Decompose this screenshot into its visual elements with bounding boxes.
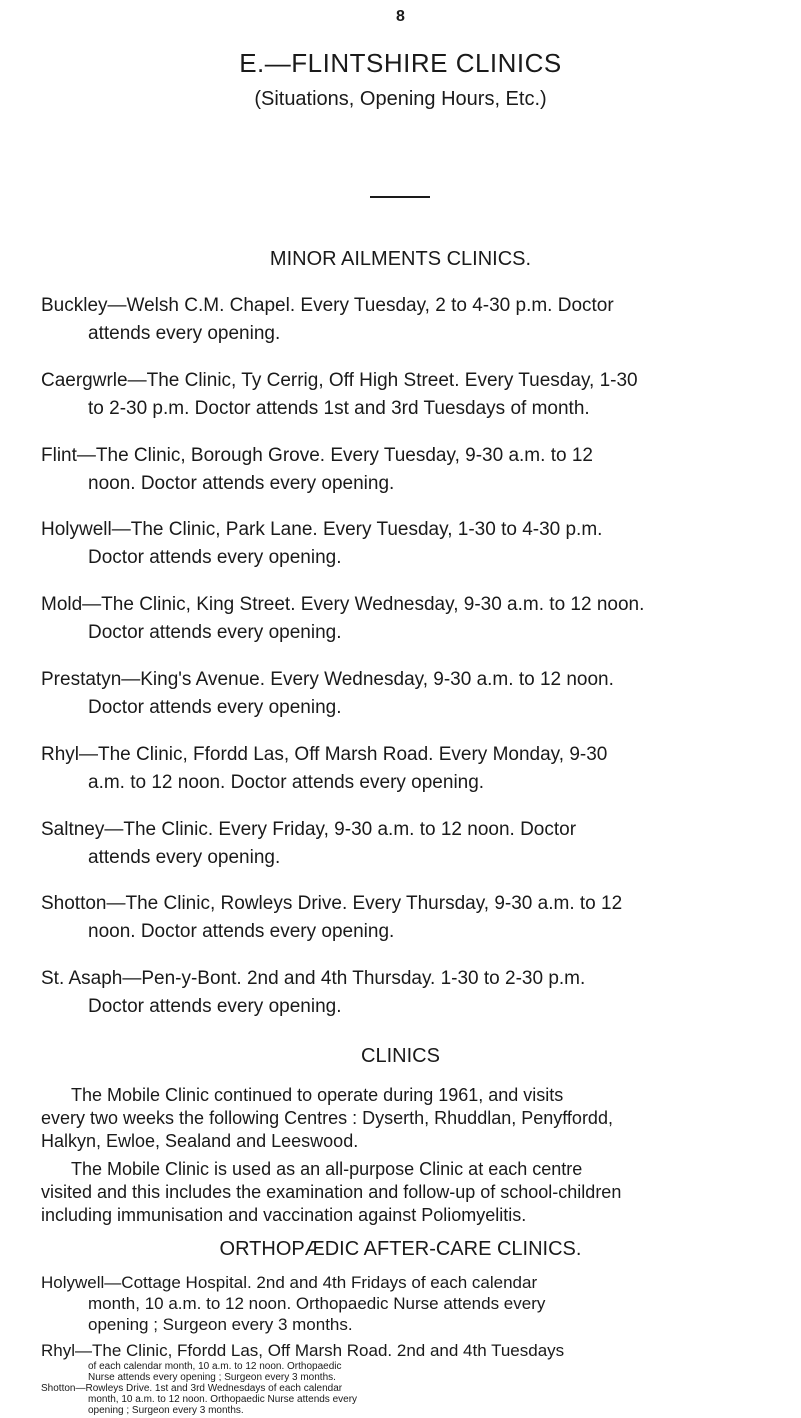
- entry-line: Prestatyn—King's Avenue. Every Wednesday, 9-30 a.m. to 12 noon.: [41, 669, 614, 690]
- entry-line: Flint—The Clinic, Borough Grove. Every Tuesday, 9-30 a.m. to 12: [41, 445, 593, 466]
- entry-line: Saltney—The Clinic. Every Friday, 9-30 a.m. to 12 noon. Doctor: [41, 819, 577, 840]
- entry-line: Doctor attends every opening.: [88, 547, 342, 568]
- entry-line: Mold—The Clinic, King Street. Every Wednesday, 9-30 a.m. to 12 noon.: [41, 594, 645, 615]
- paragraph-line: The Mobile Clinic continued to operate during 1961, and visits: [71, 1085, 564, 1105]
- paragraph-line: including immunisation and vaccination against Poliomyelitis.: [41, 1205, 527, 1225]
- paragraph-line: Halkyn, Ewloe, Sealand and Leeswood.: [41, 1131, 359, 1151]
- divider-rule: [370, 196, 430, 198]
- entry-line: Holywell—Cottage Hospital. 2nd and 4th Fridays of each calendar: [41, 1273, 538, 1292]
- entry-line: of each calendar month, 10 a.m. to 12 noon. Orthopaedic: [88, 1361, 342, 1372]
- entry-line: Rhyl—The Clinic, Ffordd Las, Off Marsh Road. Every Monday, 9-30: [41, 744, 608, 765]
- clinic-entry-rhyl: [41, 741, 786, 797]
- page-subtitle: (Situations, Opening Hours, Etc.): [254, 88, 547, 110]
- entry-line: St. Asaph—Pen-y-Bont. 2nd and 4th Thursday. 1-30 to 2-30 p.m.: [41, 968, 586, 989]
- clinic-entry-caergwrle: [41, 367, 786, 423]
- entry-line: Caergwrle—The Clinic, Ty Cerrig, Off High Street. Every Tuesday, 1-30: [41, 370, 638, 391]
- entry-line: Shotton—Rowleys Drive. 1st and 3rd Wednesdays of each calendar: [41, 1383, 343, 1394]
- orthopaedic-heading: ORTHOPÆDIC AFTER-CARE CLINICS.: [219, 1238, 582, 1260]
- ortho-entry-holywell: [41, 1272, 786, 1335]
- clinic-entry-mold: [41, 591, 786, 647]
- clinic-entry-flint: [41, 442, 786, 498]
- paragraph-line: every two weeks the following Centres : Dyserth, Rhuddlan, Penyffordd,: [41, 1108, 613, 1128]
- mobile-clinic-paragraph-2: [41, 1158, 786, 1227]
- entry-line: Holywell—The Clinic, Park Lane. Every Tuesday, 1-30 to 4-30 p.m.: [41, 519, 603, 540]
- entry-line: Doctor attends every opening.: [88, 996, 342, 1017]
- entry-line: Rhyl—The Clinic, Ffordd Las, Off Marsh Road. 2nd and 4th Tuesdays: [41, 1341, 565, 1360]
- page-number: 8: [396, 8, 405, 25]
- entry-line: opening ; Surgeon every 3 months.: [88, 1405, 244, 1416]
- entry-line: Shotton—The Clinic, Rowleys Drive. Every Thursday, 9-30 a.m. to 12: [41, 893, 623, 914]
- entry-line: noon. Doctor attends every opening.: [88, 473, 395, 494]
- entry-line: Doctor attends every opening.: [88, 622, 342, 643]
- clinic-entry-prestatyn: [41, 666, 786, 722]
- clinics-heading: CLINICS: [361, 1045, 440, 1067]
- entry-line: Buckley—Welsh C.M. Chapel. Every Tuesday, 2 to 4-30 p.m. Doctor: [41, 295, 614, 316]
- clinic-entry-st-asaph: [41, 965, 786, 1021]
- mobile-clinic-paragraph-1: [41, 1084, 786, 1153]
- clinic-entry-buckley: [41, 292, 786, 348]
- entry-line: Doctor attends every opening.: [88, 697, 342, 718]
- entry-line: month, 10 a.m. to 12 noon. Orthopaedic Nurse attends every: [88, 1394, 358, 1405]
- clinic-entry-shotton: [41, 890, 786, 946]
- entry-line: opening ; Surgeon every 3 months.: [88, 1315, 353, 1334]
- entry-line: Nurse attends every opening ; Surgeon every 3 months.: [88, 1372, 336, 1383]
- paragraph-line: The Mobile Clinic is used as an all-purpose Clinic at each centre: [71, 1159, 583, 1179]
- entry-line: to 2-30 p.m. Doctor attends 1st and 3rd Tuesdays of month.: [88, 398, 590, 419]
- entry-line: attends every opening.: [88, 323, 281, 344]
- clinic-entry-holywell: [41, 516, 786, 572]
- entry-line: month, 10 a.m. to 12 noon. Orthopaedic Nurse attends every: [88, 1294, 546, 1313]
- ortho-entry-rhyl: [41, 1340, 786, 1361]
- minor-ailments-heading: MINOR AILMENTS CLINICS.: [269, 248, 532, 270]
- entry-line: noon. Doctor attends every opening.: [88, 921, 395, 942]
- entry-line: a.m. to 12 noon. Doctor attends every opening.: [88, 772, 485, 793]
- ortho-entries-remaining: [41, 1361, 786, 1417]
- clinic-entry-saltney: [41, 816, 786, 872]
- paragraph-line: visited and this includes the examination and follow-up of school-children: [41, 1182, 622, 1202]
- page-title: E.—FLINTSHIRE CLINICS: [239, 48, 562, 78]
- entry-line: attends every opening.: [88, 847, 281, 868]
